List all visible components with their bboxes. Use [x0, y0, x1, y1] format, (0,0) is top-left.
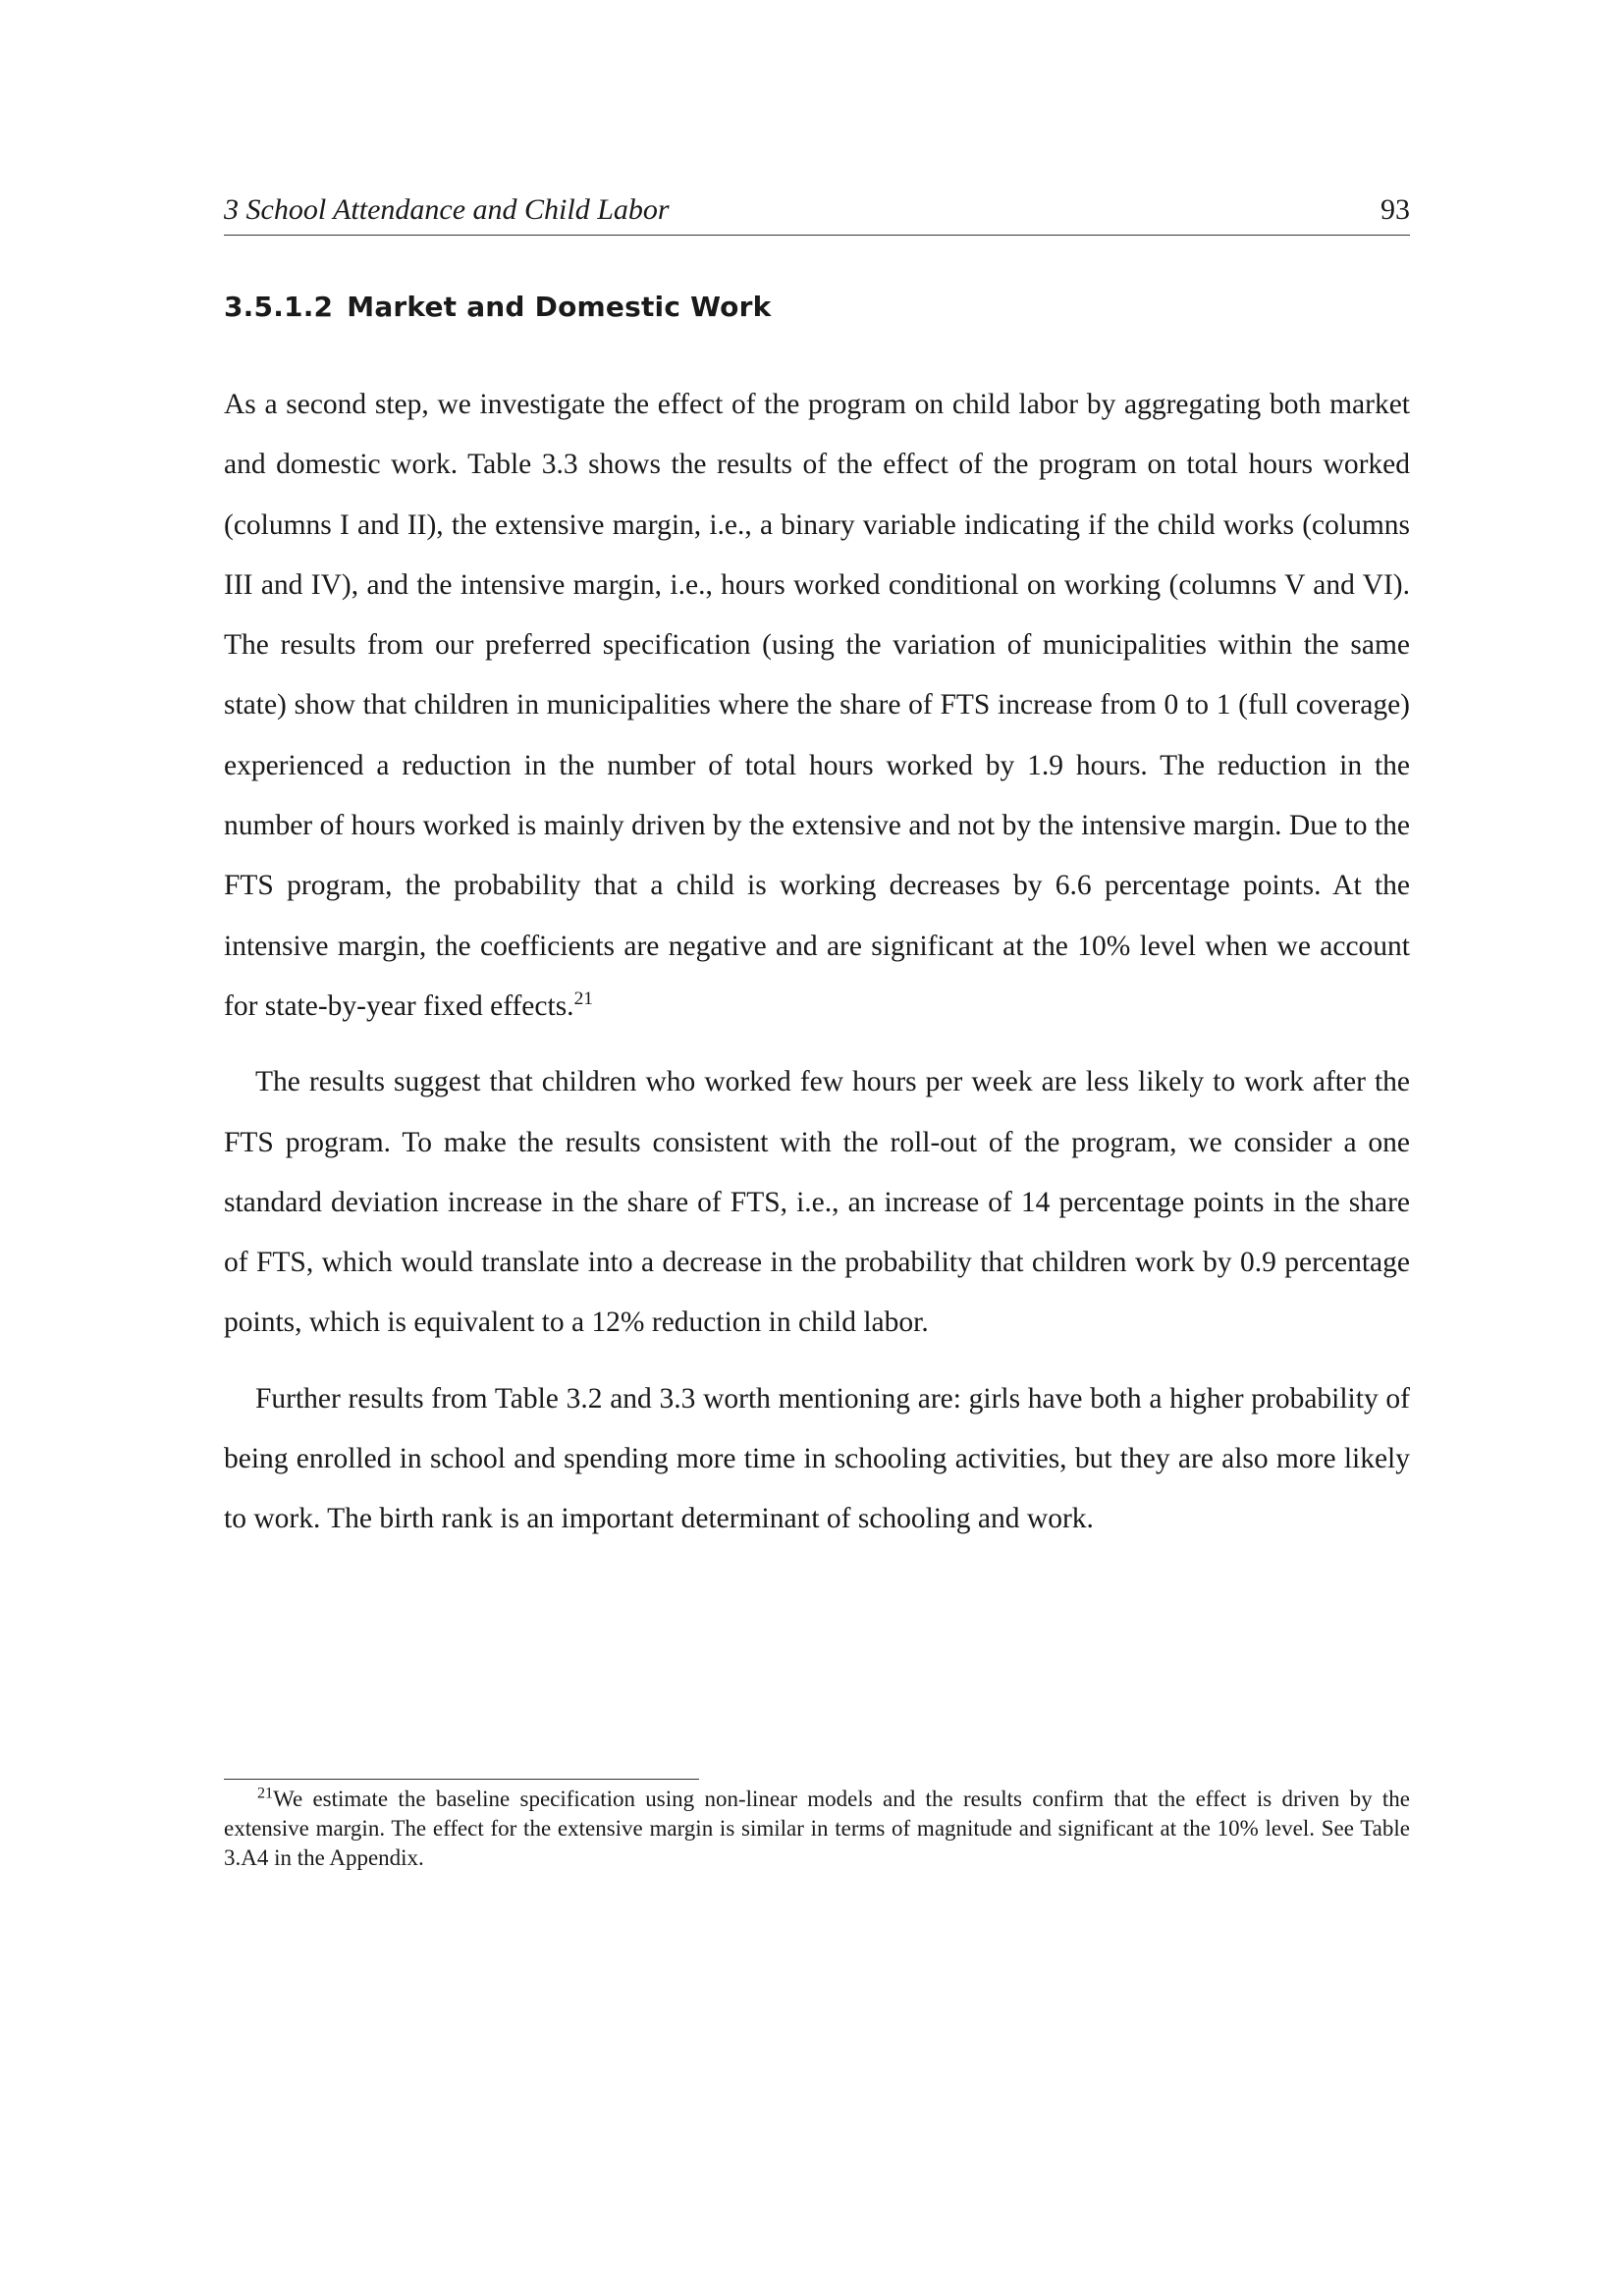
footnote-text: We estimate the baseline specification using non-linear models and the results confirm that the effect is driven by the extensive margin. The effect for the extensive margin is similar in terms of magnitude and significant at the 10% level. See Table 3.A4 in the Appendix. — [224, 1787, 1410, 1870]
section-title: Market and Domestic Work — [347, 291, 772, 323]
body-text — [224, 375, 1410, 1550]
document-page — [224, 0, 1410, 2296]
footnote — [224, 1785, 1410, 1873]
paragraph-1 — [224, 375, 1410, 1037]
footnote-divider — [224, 1779, 699, 1780]
paragraph-1-text: As a second step, we investigate the effect of the program on child labor by aggregating both market and domestic work. Table 3.3 shows the results of the effect of the program on total hours worked (columns I and II), the extensive margin, i.e., a binary variable indicating if the child works (columns III and IV), and the intensive margin, i.e., hours worked conditional on working (columns V and VI). The results from our preferred specification (using the variation of municipalities within the same state) show that children in municipalities where the share of FTS increase from 0 to 1 (full coverage) experienced a reduction in the number of total hours worked by 1.9 hours. The reduction in the number of hours worked is mainly driven by the extensive and not by the intensive margin. Due to the FTS program, the probability that a child is working decreases by 6.6 percentage points. At the intensive margin, the coefficients are negative and are significant at the 10% level when we account for state-by-year fixed effects. — [224, 389, 1410, 1022]
section-heading — [224, 291, 771, 323]
footnote-reference[interactable]: 21 — [573, 988, 594, 1010]
section-number: 3.5.1.2 — [224, 291, 334, 323]
running-header — [224, 188, 1410, 236]
chapter-title: 3 School Attendance and Child Labor — [224, 193, 670, 226]
paragraph-3: Further results from Table 3.2 and 3.3 worth mentioning are: girls have both a higher probability of being enrolled in school and spending more time in schooling activities, but they are also more likely to work. The birth rank is an important determinant of schooling and work. — [224, 1382, 1410, 1535]
paragraph-2: The results suggest that children who worked few hours per week are less likely to work after the FTS program. To make the results consistent with the roll-out of the program, we consider a one standard deviation increase in the share of FTS, i.e., an increase of 14 percentage points in the share of FTS, which would translate into a decrease in the probability that children work by 0.9 percentage points, which is equivalent to a 12% reduction in child labor. — [224, 1066, 1410, 1339]
page-number: 93 — [1380, 193, 1410, 226]
footnote-marker: 21 — [257, 1785, 274, 1802]
